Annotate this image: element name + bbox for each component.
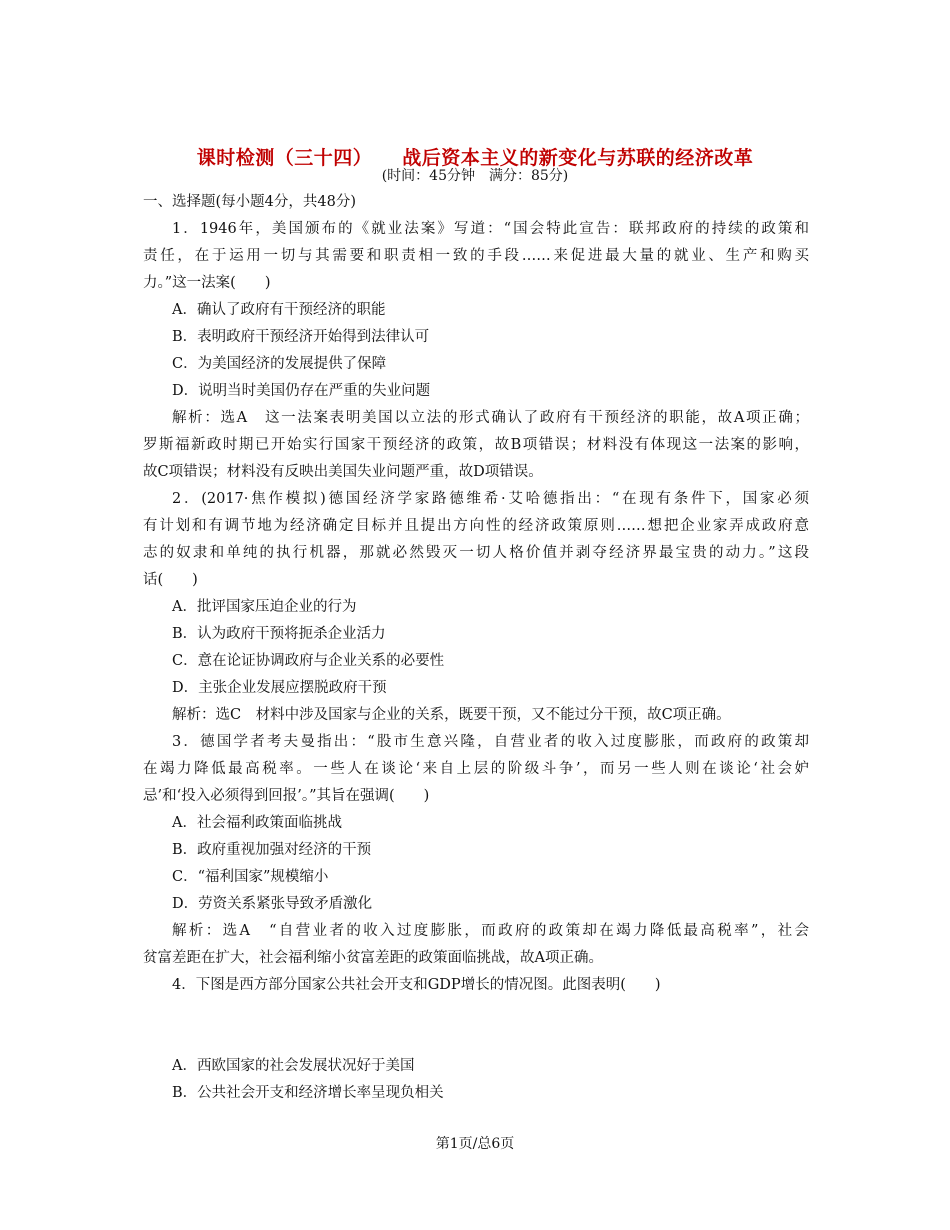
- q2-option-a: A．批评国家压迫企业的行为: [172, 599, 357, 615]
- q3-stem-line-2: 在竭力降低最高税率。一些人在谈论‘来自上层的阶级斗争’，而另一些人则在谈论‘社会妒: [143, 761, 809, 777]
- q3-stem-line-3: 忌’和‘投入必须得到回报’。”其旨在强调( ): [143, 788, 430, 804]
- q1-explanation-line-2: 罗斯福新政时期已开始实行国家干预经济的政策，故B项错误；材料没有体现这一法案的影响，: [143, 437, 809, 453]
- q1-option-b: B．表明政府干预经济开始得到法律认可: [172, 329, 430, 345]
- page-footer: 第1页/总6页: [435, 1136, 515, 1152]
- q2-stem-line-3: 志的奴隶和单纯的执行机器，那就必然毁灭一切人格价值并剥夺经济界最宝贵的动力。”这段: [143, 545, 809, 561]
- figure-placeholder: [143, 999, 809, 1053]
- q4-option-b: B．公共社会开支和经济增长率呈现负相关: [172, 1085, 444, 1101]
- q2-option-c: C．意在论证协调政府与企业关系的必要性: [172, 653, 445, 669]
- q2-option-b: B．认为政府干预将扼杀企业活力: [172, 626, 386, 642]
- title-right: 战后资本主义的新变化与苏联的经济改革: [402, 147, 754, 169]
- title-left: 课时检测（三十四）: [196, 147, 373, 169]
- q2-option-d: D．主张企业发展应摆脱政府干预: [172, 680, 387, 696]
- section-heading: 一、选择题(每小题4分，共48分): [143, 194, 356, 210]
- q1-option-a: A．确认了政府有干预经济的职能: [172, 302, 386, 318]
- q1-stem-line-2: 责任，在于运用一切与其需要和职责相一致的手段……来促进最大量的就业、生产和购买: [143, 248, 809, 264]
- q2-stem-line-4: 话( ): [143, 572, 198, 588]
- q4-stem-line-1: 4．下图是西方部分国家公共社会开支和GDP增长的情况图。此图表明( ): [172, 977, 661, 993]
- page-subtitle: (时间：45分钟 满分：85分): [381, 168, 569, 184]
- q2-stem-line-2: 有计划和有调节地为经济确定目标并且提出方向性的经济政策原则……想把企业家弄成政府意: [143, 518, 809, 534]
- q1-option-d: D．说明当时美国仍存在严重的失业问题: [172, 383, 431, 399]
- q1-option-c: C．为美国经济的发展提供了保障: [172, 356, 387, 372]
- q2-stem-line-1: 2．(2017·焦作模拟)德国经济学家路德维希·艾哈德指出：“在现有条件下，国家必须: [172, 491, 809, 507]
- q4-option-a: A．西欧国家的社会发展状况好于美国: [172, 1058, 415, 1074]
- q3-option-a: A．社会福利政策面临挑战: [172, 815, 342, 831]
- q2-explanation-line-1: 解析：选C 材料中涉及国家与企业的关系，既要干预，又不能过分干预，故C项正确。: [172, 707, 731, 723]
- q3-stem-line-1: 3．德国学者考夫曼指出：“股市生意兴隆，自营业者的收入过度膨胀，而政府的政策却: [172, 734, 809, 750]
- q3-explanation-line-2: 贫富差距在扩大，社会福利缩小贫富差距的政策面临挑战，故A项正确。: [143, 950, 603, 966]
- q3-option-b: B．政府重视加强对经济的干预: [172, 842, 372, 858]
- q1-explanation-line-3: 故C项错误；材料没有反映出美国失业问题严重，故D项错误。: [143, 464, 543, 480]
- q3-explanation-line-1: 解析：选A “自营业者的收入过度膨胀，而政府的政策却在竭力降低最高税率”，社会: [172, 923, 809, 939]
- q3-option-c: C．“福利国家”规模缩小: [172, 869, 329, 885]
- q1-stem-line-1: 1．1946年，美国颁布的《就业法案》写道：“国会特此宣告：联邦政府的持续的政策和: [172, 221, 809, 237]
- document-body: [143, 189, 809, 1107]
- q3-option-d: D．劳资关系紧张导致矛盾激化: [172, 896, 373, 912]
- q1-stem-line-3: 力。”这一法案( ): [143, 275, 271, 291]
- q1-explanation-line-1: 解析：选A 这一法案表明美国以立法的形式确认了政府有干预经济的职能，故A项正确；: [172, 410, 809, 426]
